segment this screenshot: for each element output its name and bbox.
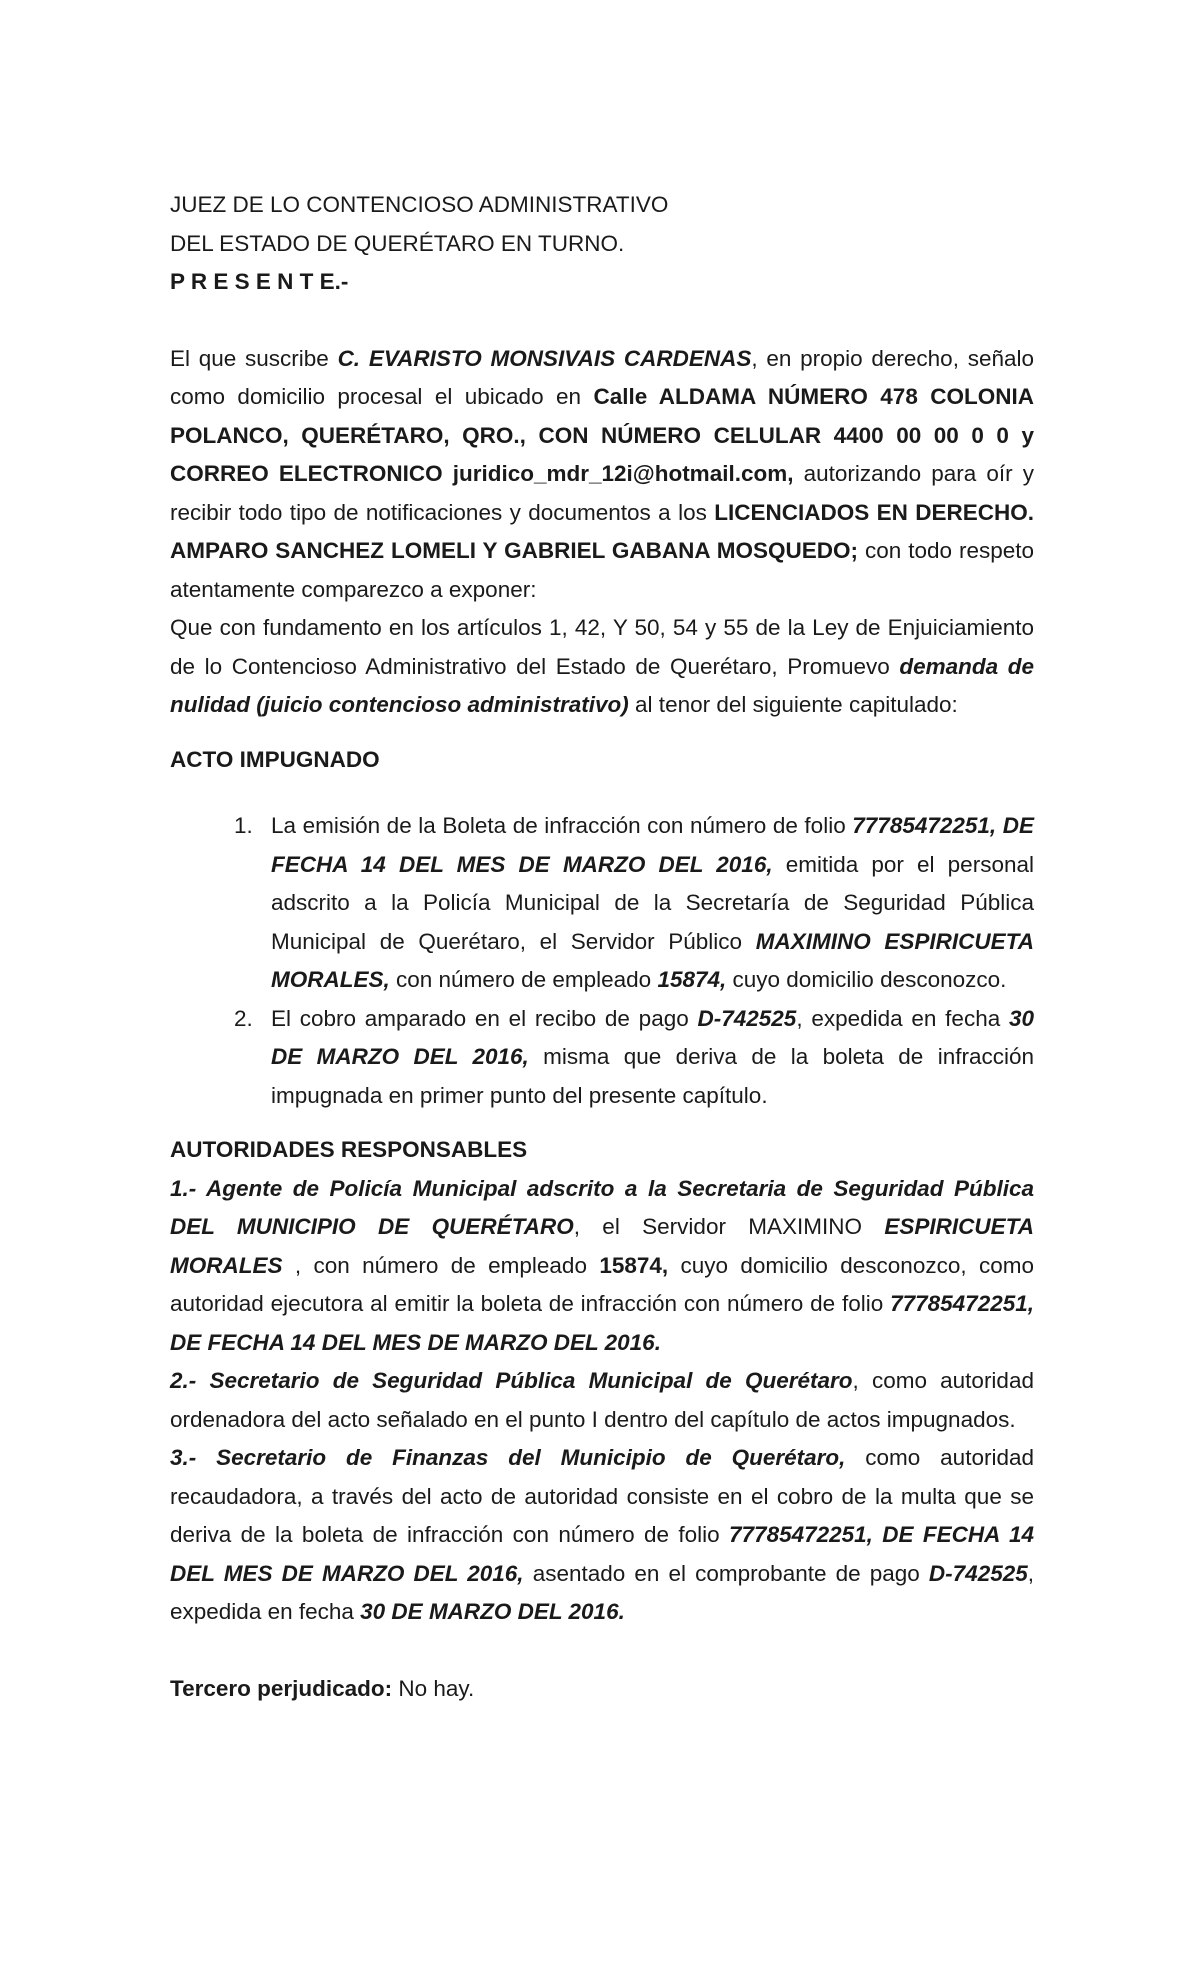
spacer <box>170 779 1034 807</box>
spacer <box>170 725 1034 741</box>
addressee-line-1: JUEZ DE LO CONTENCIOSO ADMINISTRATIVO <box>170 192 669 217</box>
section-heading-autoridades: AUTORIDADES RESPONSABLES <box>170 1137 528 1162</box>
legal-basis-paragraph: Que con fundamento en los artículos 1, 42, Y 50, 54 y 55 de la Ley de Enjuiciamiento de lo Contencioso Administrativo del Estado de Querétaro, Promuevo demanda de nulidad (juicio contencioso administrativo) al tenor del siguiente capitulado: <box>170 615 1034 717</box>
plaintiff-name: EVARISTO MONSIVAIS CARDENAS <box>368 345 752 371</box>
authorized-lawyers: LICENCIADOS EN DERECHO. AMPARO SANCHEZ LOMELI Y GABRIEL GABANA MOSQUEDO; <box>170 499 1035 563</box>
intro-paragraph: El que suscribe C. EVARISTO MONSIVAIS CARDENAS, en propio derecho, señalo como domicilio procesal el ubicado en Calle ALDAMA NÚMERO 478 COLONIA POLANCO, QUERÉTARO, QRO., CON NÚMERO CELULAR 4400 00 00 0 0 y CORREO ELECTRONICO juridico_mdr_12i@hotmail.com, autorizando para oír y recibir todo tipo de notificaciones y documentos a los LICENCIADOS EN DERECHO. AMPARO SANCHEZ LOMELI Y GABRIEL GABANA MOSQUEDO; con todo respeto atentamente comparezco a exponer: <box>170 345 1035 602</box>
section-heading-acto-impugnado: ACTO IMPUGNADO <box>170 746 380 772</box>
spacer <box>170 1115 1034 1131</box>
impugned-acts-list <box>170 807 1034 1115</box>
list-item-number: 1. <box>234 813 253 838</box>
spacer <box>170 1632 1034 1670</box>
list-item: 2. El cobro amparado en el recibo de pago D-742525, expedida en fecha 30 DE MARZO DEL 2016, misma que deriva de la boleta de infracción impugnada en primer punto del presente capítulo. <box>170 1000 1034 1116</box>
tercero-perjudicado-line <box>170 1670 1034 1709</box>
tercero-value: No hay. <box>392 1675 475 1701</box>
authority-2-paragraph: 2.- Secretario de Seguridad Pública Municipal de Querétaro, como autoridad ordenadora del acto señalado en el punto I dentro del capítulo de actos impugnados. <box>170 1368 1034 1432</box>
presente-line: P R E S E N T E.- <box>170 269 349 294</box>
authority-1-paragraph: 1.- Agente de Policía Municipal adscrito a la Secretaria de Seguridad Pública DEL MUNICIPIO DE QUERÉTARO, el Servidor MAXIMINO ESPIRICUETA MORALES , con número de empleado 15874, cuyo domicilio desconozco, como autoridad ejecutora al emitir la boleta de infracción con número de folio 77785472251, DE FECHA 14 DEL MES DE MARZO DEL 2016. <box>170 1175 1034 1355</box>
document-page <box>170 186 1034 1708</box>
authority-3-paragraph: 3.- Secretario de Finanzas del Municipio de Querétaro, como autoridad recaudadora, a través del acto de autoridad consiste en el cobro de la multa que se deriva de la boleta de infracción con número de folio 77785472251, DE FECHA 14 DEL MES DE MARZO DEL 2016, asentado en el comprobante de pago D-742525, expedida en fecha 30 DE MARZO DEL 2016. <box>170 1445 1035 1624</box>
address-contact: Calle ALDAMA NÚMERO 478 COLONIA POLANCO, QUERÉTARO, QRO., CON NÚMERO CELULAR 4400 00 00 0 0 y CORREO ELECTRONICO juridico_mdr_12i@hotmail.com, <box>170 384 1034 486</box>
tercero-label: Tercero perjudicado: <box>170 1675 393 1701</box>
list-item-number: 2. <box>234 1005 253 1031</box>
list-item: 1. La emisión de la Boleta de infracción con número de folio 77785472251, DE FECHA 14 DEL MES DE MARZO DEL 2016, emitida por el personal adscrito a la Policía Municipal de la Secretaría de Seguridad Pública Municipal de Querétaro, el Servidor Público MAXIMINO ESPIRICUETA MORALES, con número de empleado 15874, cuyo domicilio desconozco. <box>170 807 1034 1000</box>
addressee-line-2: DEL ESTADO DE QUERÉTARO EN TURNO. <box>170 230 625 256</box>
demand-type: demanda de nulidad (juicio contencioso administrativo) <box>170 653 1034 717</box>
spacer <box>170 302 1034 340</box>
